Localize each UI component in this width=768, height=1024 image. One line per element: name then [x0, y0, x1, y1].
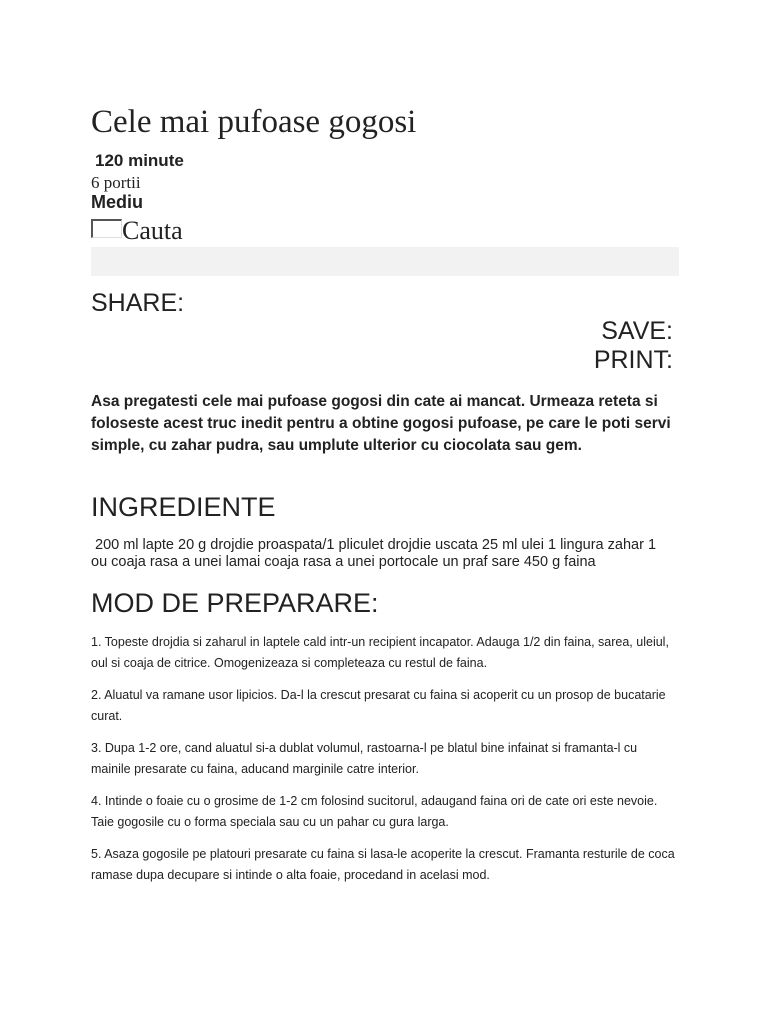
preparation-heading: MOD DE PREPARARE: [91, 588, 379, 618]
preparation-steps [91, 632, 679, 897]
recipe-time: 120 minute [95, 151, 184, 170]
search-button[interactable]: Cauta [122, 216, 183, 245]
print-label[interactable]: PRINT: [593, 346, 673, 374]
search-input[interactable] [91, 219, 122, 238]
step-item: 4. Intinde o foaie cu o grosime de 1-2 cm folosind sucitorul, adaugand faina ori de cate ori este nevoie. Taie gogosile cu o forma speciala sau cu un pahar cu gura larga. [91, 794, 658, 829]
recipe-level: Mediu [91, 192, 143, 212]
recipe-intro: Asa pregatesti cele mai pufoase gogosi din cate ai mancat. Urmeaza reteta si foloseste acest truc inedit pentru a obtine gogosi pufoase, pe care le poti servi simple, cu zahar pudra, sau umplute ulterior cu ciocolata sau gem. [91, 393, 671, 454]
step-item: 1. Topeste drojdia si zaharul in laptele cald intr-un recipient incapator. Adauga 1/2 din faina, sarea, uleiul, oul si coaja de citrice. Omogenizeaza si completeaza cu restul de faina. [91, 635, 669, 670]
step-item: 3. Dupa 1-2 ore, cand aluatul si-a dublat volumul, rastoarna-l pe blatul bine infainat si framanta-l cu mainile presarate cu faina, aducand marginile catre interior. [91, 741, 638, 776]
step-item: 5. Asaza gogosile pe platouri presarate cu faina si lasa-le acoperite la crescut. Framanta resturile de coca ramase dupa decupare si intinde o alta foaie, procedand in acelasi mod. [91, 847, 675, 882]
ingredients-text: 200 ml lapte 20 g drojdie proaspata/1 pliculet drojdie uscata 25 ml ulei 1 lingura zahar 1 ou coaja rasa a unei lamai coaja rasa a unei portocale un praf sare 450 g faina [91, 537, 657, 570]
recipe-portions: 6 portii [91, 173, 141, 192]
search-row [91, 216, 183, 246]
step-item: 2. Aluatul va ramane usor lipicios. Da-l la crescut presarat cu faina si acoperit cu un prosop de bucatarie curat. [91, 688, 666, 723]
share-label[interactable]: SHARE: [91, 289, 185, 317]
toolbar-bar [91, 247, 679, 276]
ingredients-heading: INGREDIENTE [91, 492, 276, 522]
save-label[interactable]: SAVE: [601, 317, 673, 345]
page-title: Cele mai pufoase gogosi [91, 104, 417, 140]
